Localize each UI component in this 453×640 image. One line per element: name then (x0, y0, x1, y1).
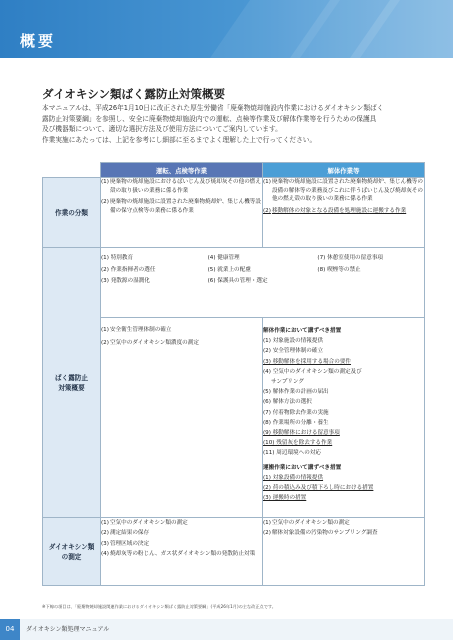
list-item: (4) 健康管理 (207, 255, 240, 261)
dioxin-operation (101, 518, 263, 586)
list-item: (11) 周辺環境への対応 (263, 450, 322, 457)
intro-text (42, 103, 424, 146)
list-item: (4) 焼却灰等の粉じん、ガス状ダイオキシン類の発散防止対策 (101, 551, 256, 558)
list-item: (1) 特別教育 (101, 255, 134, 261)
intro-line: 及び機器類について、適切な選択方法及び使用方法についてご案内しています。 (42, 125, 282, 134)
list-item: (3) 移動解体を採用する場合の要件 (263, 358, 352, 365)
work-type-demolition (263, 178, 425, 248)
section-title: ダイオキシン類ばく露防止対策概要 (42, 87, 226, 101)
list-item: (2) 解体対象設備の汚染物のサンプリング調査 (263, 530, 378, 537)
list-item: (2) 安全管理体制の確立 (263, 348, 324, 355)
list-item: (1) 対象設備の情報提供 (263, 474, 324, 481)
list-item: (3) 管理区域の決定 (101, 540, 150, 547)
col-header-demolition: 解体作業等 (263, 163, 425, 178)
list-item: (1) 対象施設の情報提供 (263, 338, 324, 345)
list-item: サンプリング (271, 379, 304, 386)
list-item: (1) 空気中のダイオキシン類の測定 (101, 520, 188, 526)
dioxin-demolition (263, 518, 425, 586)
list-item: (2) 測定結果の保存 (101, 530, 150, 537)
list-item: (3) 運搬時の措置 (263, 495, 307, 502)
subheading: 運搬作業において講ずべき措置 (263, 464, 342, 471)
page-footer (0, 619, 453, 640)
list-item: (8) 作業場所の分離・養生 (263, 419, 329, 426)
exposure-operation-measures (101, 318, 263, 518)
intro-line: 露防止対策要綱」を参照し、安全に廃棄物焼却施設内での運転、点検等作業及び解体作業等を行うための保護具 (42, 114, 377, 123)
list-item: (5) 就業上の配慮 (207, 266, 251, 273)
subheading: 解体作業において講ずべき措置 (263, 328, 342, 334)
list-item: (5) 解体作業の計画の届出 (263, 389, 329, 396)
row-header-work-type: 作業の分類 (43, 178, 101, 248)
list-item (317, 277, 424, 286)
list-item: (10) 残留灰を除去する作業 (263, 440, 333, 447)
list-item: (1) 空気中のダイオキシン類の測定 (263, 520, 350, 526)
list-item: (1) 安全衛生管理体制の確立 (101, 327, 172, 333)
list-item: (1) 廃棄物の焼却施設に設置された廃棄物焼却炉、集じん機等の設備の解体等の業務及びこれに伴うばいじん及び焼却灰その他の燃え殻の取り扱いの業務に係る作業 (263, 179, 423, 203)
row-header-dioxin: ダイオキシン類 の測定 (43, 518, 101, 586)
overview-table (42, 162, 425, 586)
intro-line: 作業実施にあたっては、上記を参考にし細部に至るまでよく理解した上で行ってください。 (42, 136, 317, 145)
col-header-operation: 運転、点検等作業 (101, 163, 263, 178)
page-title: 概要 (20, 32, 57, 50)
list-item: (7) 付着物除去作業の実施 (263, 409, 329, 416)
footer-title: ダイオキシン類処理マニュアル (26, 626, 110, 633)
row-header-exposure: ばく露防止 対策概要 (43, 248, 101, 518)
intro-line: 本マニュアルは、平成26年1月10日に改正された厚生労働省「廃棄物焼却施設内作業におけるダイオキシン類ばく (42, 104, 384, 112)
page-number: 04 (0, 619, 20, 640)
list-item: (3) 発散源の湿潤化 (101, 278, 150, 285)
list-item: (9) 移動解体における留意事項 (263, 430, 340, 437)
list-item: (6) 保護具の管理・選定 (207, 278, 268, 285)
list-item: (7) 休憩室使用の留意事項 (317, 255, 384, 261)
list-item: (1) 廃棄物の焼却施設におけるばいじん及び焼却灰その他の燃え殻の取り扱いの業務に係る作業 (101, 179, 261, 194)
list-item: (2) 空気中のダイオキシン類濃度の測定 (101, 339, 199, 346)
page-header (0, 0, 453, 58)
list-item: (2) 荷の積込み及び積下ろし時における措置 (263, 485, 374, 492)
list-item: (4) 空気中のダイオキシン類の測定及び (263, 368, 362, 375)
work-type-operation (101, 178, 263, 248)
header-decoration (0, 0, 453, 58)
exposure-common-measures (101, 248, 425, 318)
list-item: (2) 廃棄物の焼却施設に設置された廃棄物焼却炉、集じん機等設備の保守点検等の業務に係る作業 (101, 199, 261, 214)
list-item: (2) 作業指揮者の選任 (101, 266, 156, 273)
exposure-demolition-measures (263, 318, 425, 518)
list-item: (6) 解体方法の選択 (263, 399, 312, 406)
list-item: (2) 移動解体の対象となる設備を処理施設に運搬する作業 (263, 207, 407, 214)
list-item: (8) 喫煙等の禁止 (317, 266, 361, 273)
footnote: ※下線の項目は、「廃棄物焼却施設関連作業におけるダイオキシン類ばく露防止対策要綱」(平成26年1月)の主な改正点です。 (42, 604, 276, 609)
